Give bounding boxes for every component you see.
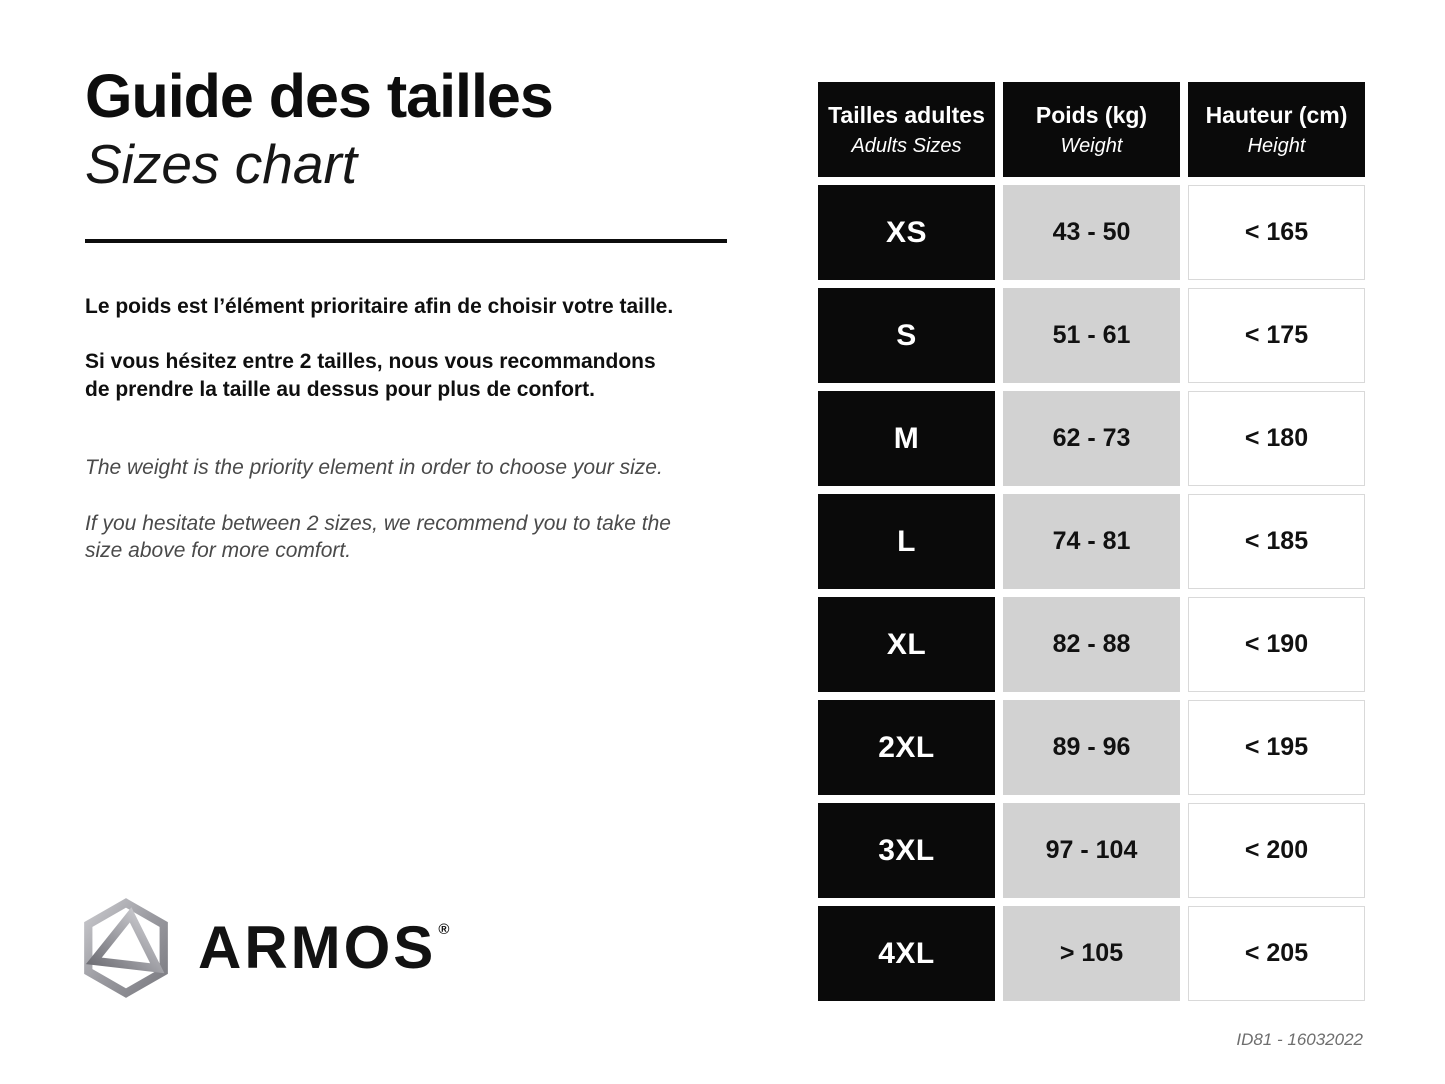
- height-cell-s: < 175: [1188, 288, 1365, 383]
- divider-line: [85, 239, 727, 243]
- registered-trademark-symbol: ®: [438, 921, 450, 938]
- size-cell-xs: XS: [818, 185, 995, 280]
- weight-cell-2xl: 89 - 96: [1003, 700, 1180, 795]
- hexagon-triangle-logo-icon: [80, 897, 172, 999]
- table-header-sizes: [818, 82, 995, 177]
- weight-cell-xs: 43 - 50: [1003, 185, 1180, 280]
- intro-paragraph-en-2: If you hesitate between 2 sizes, we recommend you to take the size above for more comfort.: [85, 511, 671, 563]
- size-cell-4xl: 4XL: [818, 906, 995, 1001]
- intro-paragraph-fr-2: Si vous hésitez entre 2 tailles, nous vous recommandons de prendre la taille au dessus pour plus de confort.: [85, 349, 656, 401]
- table-header-sizes-en: Adults Sizes: [851, 134, 962, 157]
- size-cell-m: M: [818, 391, 995, 486]
- size-cell-s: S: [818, 288, 995, 383]
- size-cell-3xl: 3XL: [818, 803, 995, 898]
- page-title: Guide des tailles: [85, 62, 553, 130]
- table-header-weight-en: Weight: [1060, 134, 1123, 157]
- weight-cell-m: 62 - 73: [1003, 391, 1180, 486]
- table-header-height-fr: Hauteur (cm): [1205, 102, 1348, 129]
- table-header-weight-fr: Poids (kg): [1035, 102, 1148, 129]
- table-header-weight: [1003, 82, 1180, 177]
- brand-name: [198, 914, 450, 981]
- height-cell-xs: < 165: [1188, 185, 1365, 280]
- height-cell-2xl: < 195: [1188, 700, 1365, 795]
- weight-cell-xl: 82 - 88: [1003, 597, 1180, 692]
- weight-cell-3xl: 97 - 104: [1003, 803, 1180, 898]
- table-header-sizes-fr: Tailles adultes: [828, 102, 985, 129]
- brand-logo: [80, 897, 449, 999]
- weight-cell-4xl: > 105: [1003, 906, 1180, 1001]
- table-header-height-en: Height: [1247, 134, 1306, 157]
- page-subtitle: Sizes chart: [85, 133, 358, 196]
- brand-name-text: ARMOS: [198, 914, 437, 981]
- intro-paragraph-en-1: The weight is the priority element in order to choose your size.: [85, 455, 663, 479]
- height-cell-l: < 185: [1188, 494, 1365, 589]
- intro-paragraph-fr-1: Le poids est l’élément prioritaire afin de choisir votre taille.: [85, 294, 674, 318]
- height-cell-m: < 180: [1188, 391, 1365, 486]
- height-cell-xl: < 190: [1188, 597, 1365, 692]
- weight-cell-s: 51 - 61: [1003, 288, 1180, 383]
- height-cell-3xl: < 200: [1188, 803, 1365, 898]
- size-table: [818, 82, 1365, 1001]
- intro-section: [85, 62, 765, 565]
- size-cell-2xl: 2XL: [818, 700, 995, 795]
- size-cell-l: L: [818, 494, 995, 589]
- table-header-height: [1188, 82, 1365, 177]
- weight-cell-l: 74 - 81: [1003, 494, 1180, 589]
- size-cell-xl: XL: [818, 597, 995, 692]
- height-cell-4xl: < 205: [1188, 906, 1365, 1001]
- document-id: ID81 - 16032022: [1236, 1030, 1363, 1049]
